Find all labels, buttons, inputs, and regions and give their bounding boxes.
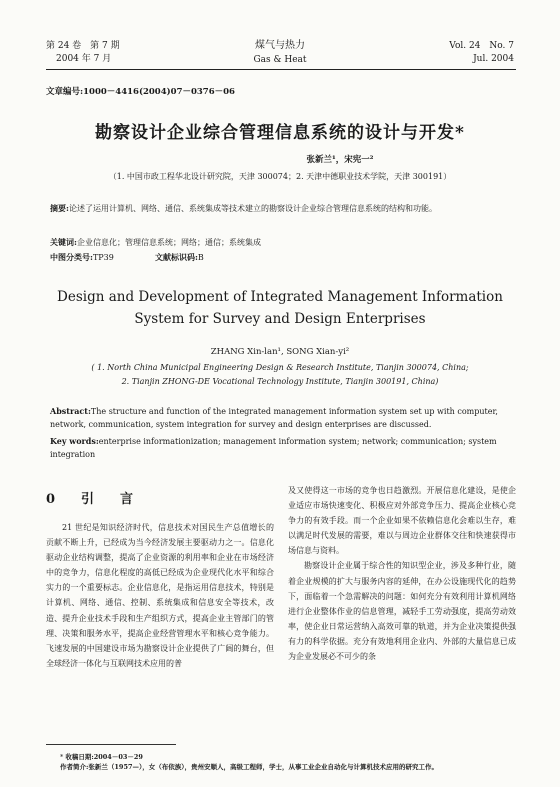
- classification: [50, 251, 510, 264]
- body-right-column: [288, 483, 516, 664]
- keywords-en-text: enterprise informationization; management information system; network; communication; system integration: [50, 437, 497, 459]
- paragraph: 及又使得这一市场的竞争也日趋激烈。开展信息化建设，是使企业适应市场快速变化、积极应对外部竞争压力、提高企业核心竞争力的有效手段。而一个企业如果不依赖信息化会难以生存，难以满足时代发展的需要，难以与周边企业群体交往和快速获得市场信息与资料。: [288, 486, 516, 556]
- section-title: 引 言: [81, 492, 134, 507]
- header-month: Jul. 2004: [473, 54, 514, 64]
- abstract-en-label: Abstract:: [50, 406, 91, 416]
- english-title-line2: System for Survey and Design Enterprises: [134, 311, 426, 327]
- abstract-en-text: The structure and function of the integrated management information system set up with computer, network, communication, system integration for survey and design enterprises are discussed.: [50, 407, 498, 429]
- footnote-marker: *: [60, 753, 66, 761]
- received-date: 收稿日期:2004－03－29: [65, 753, 143, 761]
- keywords-cn-label: 关键词:: [50, 237, 77, 247]
- affiliation-en-1: ( 1. North China Municipal Engineering Design & Research Institute, Tianjin 300074, China;: [91, 363, 469, 372]
- paragraph: 勘察设计企业属于综合性的知识型企业，涉及多种行业，随着企业规模的扩大与服务内容的延伸，在办公设施现代化的趋势下，面临着一个急需解决的问题：如何充分有效利用计算机网络进行企业整体作业的信息管理，减轻手工劳动强度，提高劳动效率，使企业日常运营纳入高效可靠的轨道，并为企业决策提供强有力的科学依据。充分有效地利用企业内、外部的大量信息已成为企业发展必不可少的条: [288, 561, 516, 662]
- author-bio: 作者简介:张新兰（1957—），女（布依族），贵州安顺人，高级工程师，学士，从事工业企业自动化与计算机技术应用的研究工作。: [60, 763, 438, 771]
- keywords-en-label: Key words:: [50, 436, 99, 446]
- clc-value: TP39: [92, 253, 114, 262]
- affiliation-en-2: 2. Tianjin ZHONG-DE Vocational Technology Institute, Tianjin 300191, China): [121, 377, 439, 386]
- english-title: [0, 286, 560, 330]
- footnote: [60, 752, 438, 772]
- english-title-line1: Design and Development of Integrated Management Information: [57, 289, 503, 305]
- doc-code-value: B: [197, 253, 204, 262]
- affiliation-cn: （1. 中国市政工程华北设计研究院，天津 300074；2. 天津中德职业技术学院，天津 300191）: [108, 172, 452, 181]
- article-number: 文章编号:1000－4416(2004)07－0376－06: [46, 87, 235, 97]
- abstract-en: [50, 405, 510, 431]
- page-title: 勘察设计企业综合管理信息系统的设计与开发*: [95, 123, 465, 143]
- section-heading: [46, 488, 159, 507]
- abstract-cn-label: 摘要:: [50, 203, 69, 213]
- keywords-en: [50, 435, 510, 461]
- paragraph: 21 世纪是知识经济时代，信息技术对国民生产总值增长的贡献不断上升，已经成为当今经济发展主要驱动力之一。信息化驱动企业结构调整，提高了企业资源的利用率和企业在市场经济中的竞争力，信息化程度的高低已经成为企业现代化水平和综合实力的一个重要标志。企业信息化，是指运用信息技术，特别是计算机、网络、通信、控制、系统集成和信息安全等技术，改造、提升企业技术手段和生产组织方式，提高企业主管部门的管理、决策和服务水平，提高企业经营管理水平和核心竞争能力。飞速发展的中国建设市场为勘察设计企业提供了广阔的舞台，但全球经济一体化与互联网技术应用的普: [46, 523, 274, 668]
- header-issue: 第 24 卷 第 7 期: [46, 41, 120, 51]
- header-rule: [46, 69, 516, 70]
- footnote-rule: [46, 744, 176, 745]
- journal-name-en: Gas & Heat: [253, 55, 307, 65]
- doc-code-label: 文献标识码:: [154, 252, 198, 262]
- authors-en: ZHANG Xin-lan¹, SONG Xian-yi²: [210, 347, 350, 357]
- authors-cn: 张新兰¹，宋宪一²: [306, 155, 374, 165]
- abstract-cn: [50, 202, 510, 215]
- keywords-cn: [50, 236, 510, 249]
- header-date: 2004 年 7 月: [56, 54, 112, 64]
- keywords-cn-text: 企业信息化；管理信息系统；网络；通信；系统集成: [76, 238, 261, 247]
- header-volume: Vol. 24 No. 7: [449, 41, 514, 51]
- section-number: 0: [46, 492, 56, 507]
- clc-label: 中图分类号:: [50, 252, 93, 262]
- abstract-cn-text: 论述了运用计算机、网络、通信、系统集成等技术建立的勘察设计企业综合管理信息系统的结构和功能。: [68, 204, 437, 213]
- body-left-column: [46, 520, 274, 671]
- journal-name-cn: 煤气与热力: [255, 40, 305, 51]
